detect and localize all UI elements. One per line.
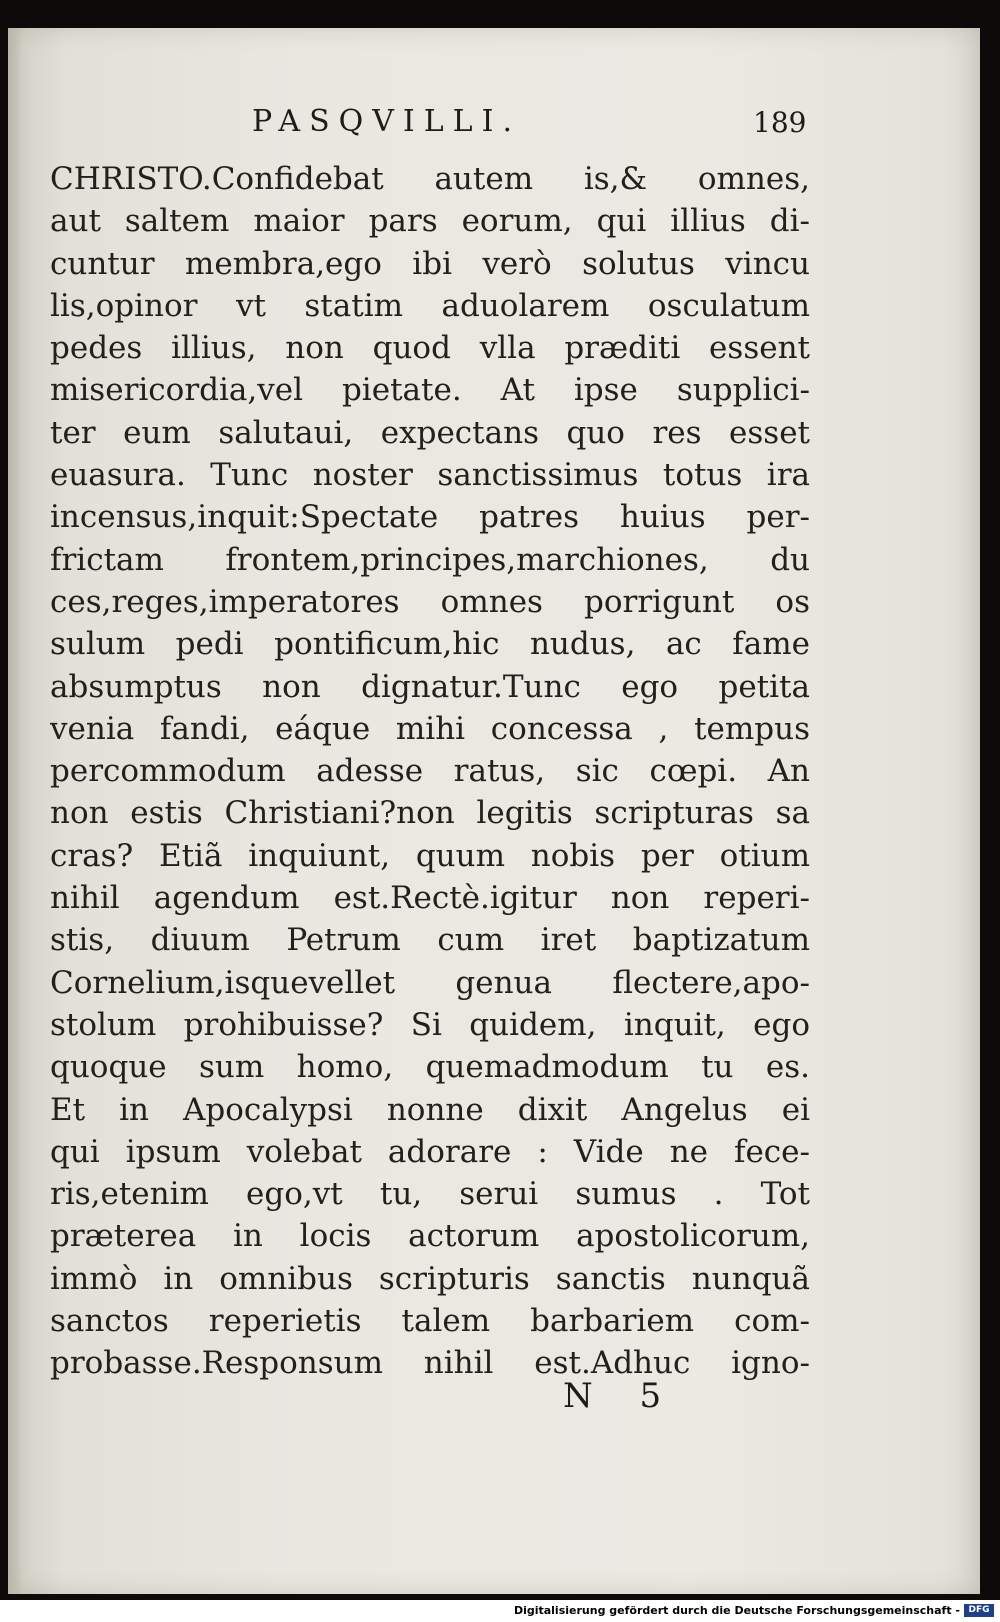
- body-text: [50, 158, 810, 1385]
- text-line: qui ipsum volebat adorare : Vide ne fece-: [50, 1133, 810, 1170]
- text-line: frictam frontem,principes,marchiones, du: [50, 541, 810, 578]
- text-line: Cornelium,isquevellet genua flectere,apo-: [50, 964, 810, 1001]
- text-line: cuntur membra,ego ibi verò solutus vincu: [50, 245, 810, 282]
- text-line: quoque sum homo, quemadmodum tu es.: [50, 1049, 810, 1086]
- text-line: venia fandi, eáque mihi concessa , tempus: [50, 710, 810, 747]
- text-line: euasura. Tunc noster sanctissimus totus ira: [50, 457, 810, 494]
- text-line: pedes illius, non quod vlla præditi essent: [50, 330, 810, 367]
- text-line: CHRISTO.Confidebat autem is,& omnes,: [50, 161, 810, 197]
- text-line: præterea in locis actorum apostolicorum,: [50, 1218, 810, 1255]
- text-line: stis, diuum Petrum cum iret baptizatum: [50, 922, 810, 959]
- signature-mark: N 5: [563, 1376, 680, 1416]
- text-line: aut saltem maior pars eorum, qui illius di-: [50, 203, 810, 240]
- text-line: sanctos reperietis talem barbariem com-: [50, 1303, 810, 1340]
- page-header: [8, 104, 980, 150]
- text-line: ces,reges,imperatores omnes porrigunt os: [50, 583, 810, 620]
- text-line: absumptus non dignatur.Tunc ego petita: [50, 668, 810, 705]
- text-line: incensus,inquit:Spectate patres huius per-: [50, 499, 810, 536]
- text-line: Et in Apocalypsi nonne dixit Angelus ei: [50, 1091, 810, 1128]
- credit-text: Digitalisierung gefördert durch die Deutsche Forschungsgemeinschaft -: [513, 1604, 960, 1617]
- text-line: ter eum salutaui, expectans quo res esset: [50, 414, 810, 451]
- text-line: sulum pedi pontificum,hic nudus, ac fame: [50, 626, 810, 663]
- text-line: nihil agendum est.Rectè.igitur non reperi-: [50, 880, 810, 917]
- running-head: PASQVILLI.: [252, 104, 521, 139]
- text-line: non estis Christiani?non legitis scripturas sa: [50, 795, 810, 832]
- text-line: percommodum adesse ratus, sic cœpi. An: [50, 753, 810, 790]
- text-line: cras? Etiã inquiunt, quum nobis per otium: [50, 837, 810, 874]
- book-page: [8, 28, 980, 1594]
- text-line: ris,etenim ego,vt tu, serui sumus . Tot: [50, 1176, 810, 1213]
- text-line: lis,opinor vt statim aduolarem osculatum: [50, 287, 810, 324]
- dfg-logo: DFG: [964, 1604, 994, 1617]
- text-line: immò in omnibus scripturis sanctis nunquã: [50, 1260, 810, 1297]
- page-gutter: [8, 28, 22, 1594]
- page-number: 189: [753, 106, 807, 139]
- text-line: stolum prohibuisse? Si quidem, inquit, ego: [50, 1006, 810, 1043]
- text-line: probasse.Responsum nihil est.Adhuc igno-: [50, 1345, 810, 1382]
- text-line: misericordia,vel pietate. At ipse supplici-: [50, 372, 810, 409]
- digitization-credit: [0, 1600, 1000, 1622]
